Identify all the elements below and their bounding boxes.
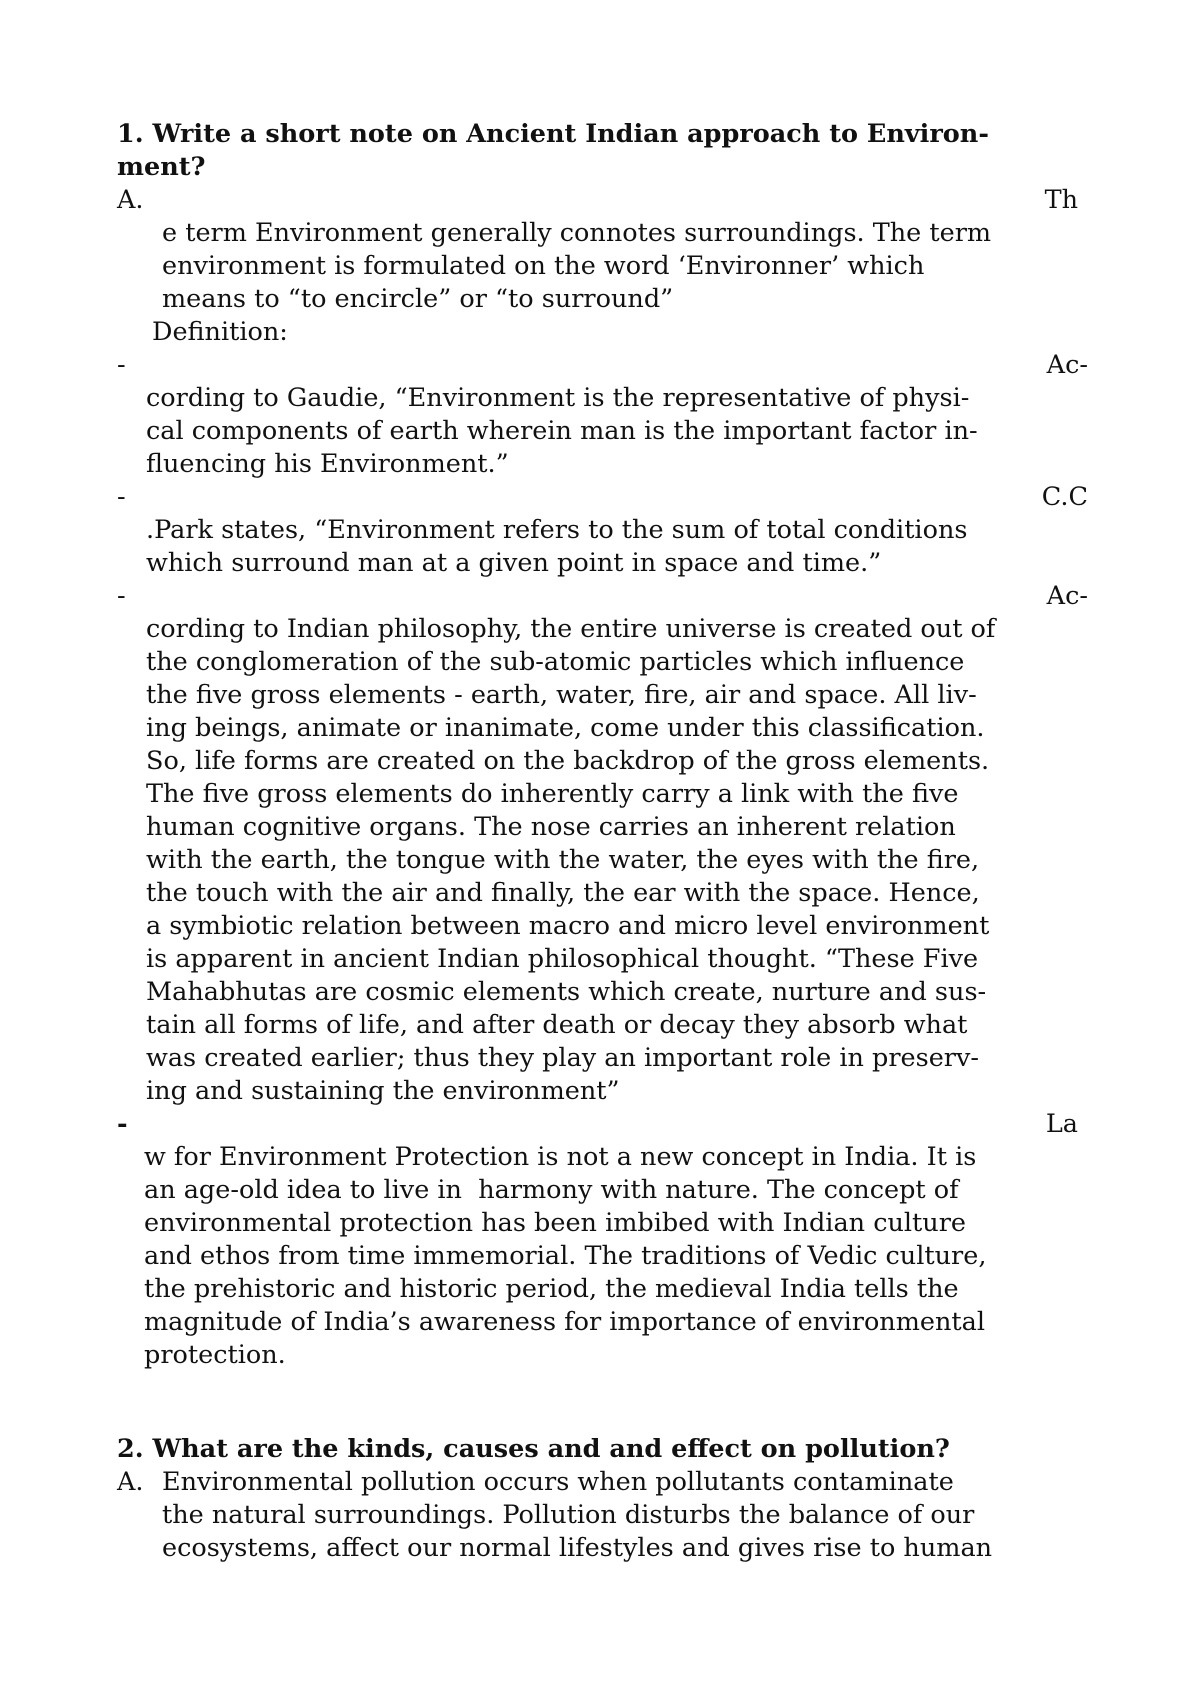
point-4-line: w for Environment Protection is not a new concept in India. It is <box>144 1142 977 1172</box>
point-3-line: So, life forms are created on the backdrop of the gross elements. <box>146 746 990 776</box>
point-2-line: which surround man at a given point in space and time.” <box>146 548 882 578</box>
definition-label: Definition: <box>152 317 288 347</box>
question-1-title: 1. Write a short note on Ancient Indian approach to Environ- <box>117 119 989 149</box>
point-3-line: ing and sustaining the environment” <box>146 1076 620 1106</box>
point-3-line: the conglomeration of the sub-atomic particles which influence <box>146 647 965 677</box>
point-3-line: human cognitive organs. The nose carries an inherent relation <box>146 812 956 842</box>
answer-1-intro-start: Th <box>1044 185 1078 215</box>
answer-1-marker: A. <box>117 185 144 215</box>
point-4-line: the prehistoric and historic period, the medieval India tells the <box>144 1274 959 1304</box>
point-1-line: cal components of earth wherein man is the important factor in- <box>146 416 978 446</box>
answer-2-line: ecosystems, affect our normal lifestyles and gives rise to human <box>162 1533 993 1563</box>
point-4-line: an age-old idea to live in harmony with nature. The concept of <box>144 1175 959 1205</box>
point-3-line: tain all forms of life, and after death or decay they absorb what <box>146 1010 968 1040</box>
bullet-dash: - <box>117 482 126 512</box>
answer-1-intro-line: e term Environment generally connotes surroundings. The term <box>162 218 992 248</box>
point-3-line: a symbiotic relation between macro and micro level environment <box>146 911 990 941</box>
point-4-start: La <box>1045 1109 1078 1139</box>
answer-2-line: Environmental pollution occurs when pollutants contaminate <box>162 1467 954 1497</box>
point-4-line: environmental protection has been imbibed with Indian culture <box>144 1208 967 1238</box>
point-4-line: protection. <box>144 1340 286 1370</box>
bullet-dash: - <box>117 581 126 611</box>
point-3-line: was created earlier; thus they play an important role in preserv- <box>146 1043 980 1073</box>
point-2-start: C.C <box>1041 482 1088 512</box>
answer-1-intro-line: environment is formulated on the word ‘Environner’ which <box>162 251 925 281</box>
point-3-line: The five gross elements do inherently carry a link with the five <box>146 779 959 809</box>
question-2-title: 2. What are the kinds, causes and and effect on pollution? <box>117 1434 950 1464</box>
question-1-title-continued: ment? <box>117 152 206 182</box>
point-1-line: cording to Gaudie, “Environment is the representative of physi- <box>146 383 970 413</box>
answer-2-marker: A. <box>117 1467 144 1497</box>
point-3-line: the touch with the air and finally, the ear with the space. Hence, <box>146 878 980 908</box>
point-3-line: is apparent in ancient Indian philosophical thought. “These Five <box>146 944 979 974</box>
point-4-line: magnitude of India’s awareness for importance of environmental <box>144 1307 986 1337</box>
point-2-line: .Park states, “Environment refers to the sum of total conditions <box>146 515 968 545</box>
answer-1-intro-line: means to “to encircle” or “to surround” <box>162 284 674 314</box>
point-1-start: Ac- <box>1046 350 1088 380</box>
bullet-dash: - <box>117 350 126 380</box>
bullet-dash: - <box>117 1109 128 1139</box>
answer-2-line: the natural surroundings. Pollution disturbs the balance of our <box>162 1500 975 1530</box>
point-1-line: fluencing his Environment.” <box>146 449 509 479</box>
point-3-line: Mahabhutas are cosmic elements which create, nurture and sus- <box>146 977 987 1007</box>
point-3-start: Ac- <box>1046 581 1088 611</box>
point-4-line: and ethos from time immemorial. The traditions of Vedic culture, <box>144 1241 987 1271</box>
point-3-line: with the earth, the tongue with the water, the eyes with the fire, <box>146 845 980 875</box>
point-3-line: cording to Indian philosophy, the entire universe is created out of <box>146 614 996 644</box>
point-3-line: ing beings, animate or inanimate, come under this classification. <box>146 713 985 743</box>
point-3-line: the five gross elements - earth, water, fire, air and space. All liv- <box>146 680 977 710</box>
